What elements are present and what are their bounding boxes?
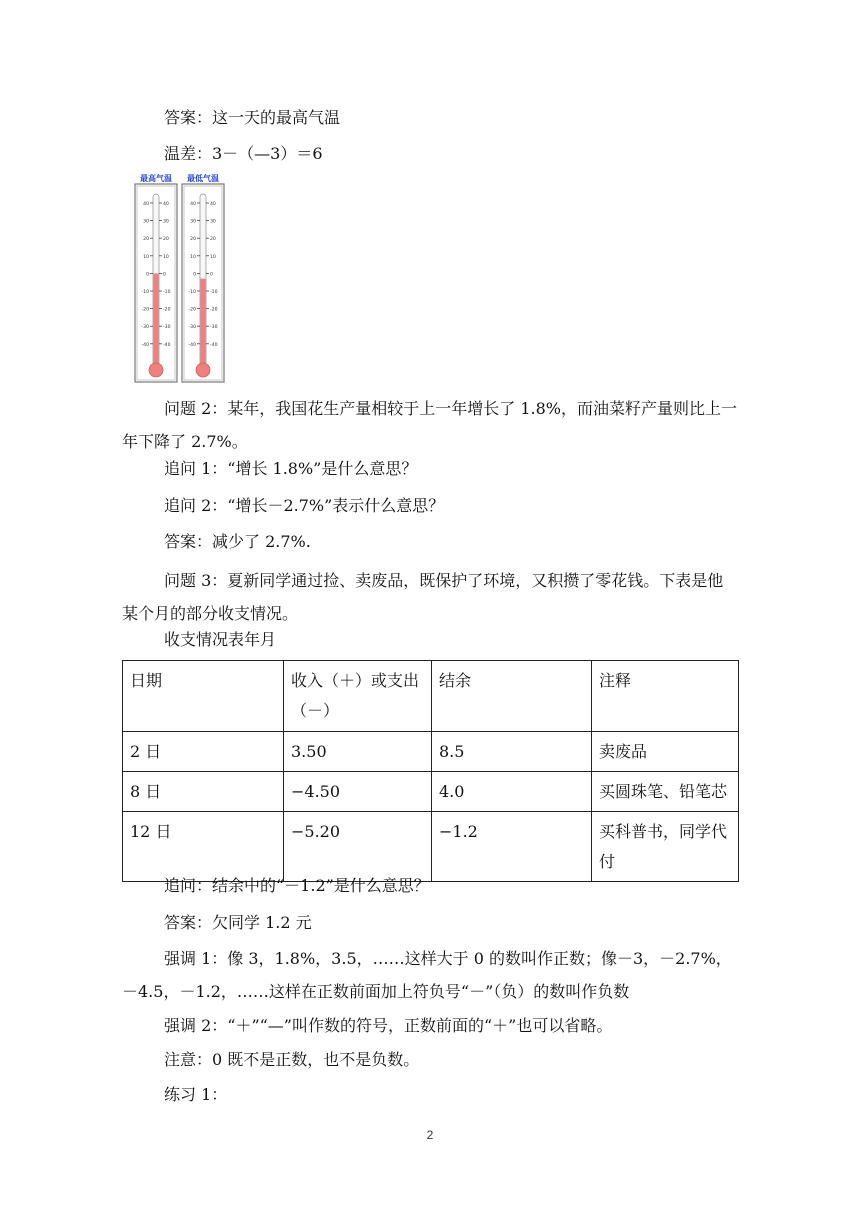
cell-balance: 8.5 [432, 732, 592, 772]
header-amount: 收入（＋）或支出（－） [284, 661, 432, 732]
cell-amount: −5.20 [284, 812, 432, 882]
tick-label: -10 [188, 290, 196, 295]
emphasis-2: 强调 2：“＋”“—”叫作数的符号，正数前面的“＋”也可以省略。 [164, 1016, 613, 1035]
tick-label: 30 [163, 219, 169, 225]
thermometer-bulb [196, 363, 210, 377]
answer-line-1: 答案：这一天的最高气温 [164, 108, 341, 127]
table-header-row [123, 661, 739, 732]
tick-label: 30 [143, 219, 149, 225]
header-date: 日期 [123, 661, 284, 732]
table-row [123, 812, 739, 882]
tick-label: -10 [163, 290, 171, 295]
tick-label: 30 [210, 219, 216, 225]
question-3: 问题 3：夏新同学通过捡、卖废品，既保护了环境，又积攒了零花钱。下表是他某个月的部分收支情况。 [122, 571, 724, 623]
tick-label: -20 [210, 307, 218, 313]
tick-label: 20 [163, 237, 169, 243]
tick-label: 40 [163, 202, 169, 207]
cell-balance: 4.0 [432, 772, 592, 812]
follow-up-3: 追问：结余中的“－1.2”是什么意思？ [164, 876, 430, 895]
answer-line-3: 答案：欠同学 1.2 元 [164, 913, 312, 932]
tick-label: 0 [210, 272, 213, 278]
cell-balance: −1.2 [432, 812, 592, 882]
cell-amount: 3.50 [284, 732, 432, 772]
tick-label: -30 [163, 325, 171, 331]
header-note: 注释 [592, 661, 739, 732]
cell-date: 2 日 [123, 732, 284, 772]
tick-label: 10 [163, 254, 169, 260]
tick-label: 10 [190, 254, 196, 260]
thermometer-bulb [149, 363, 163, 377]
emphasis-1: 强调 1：像 3，1.8%，3.5，……这样大于 0 的数叫作正数；像－3，－2.7%，－4.5，－1.2，……这样在正数前面加上符负号“－”（负）的数叫作负数 [122, 949, 732, 1001]
tick-label: -20 [141, 307, 149, 313]
tick-label: 40 [210, 202, 216, 207]
thermometer-liquid [201, 279, 206, 366]
question-2: 问题 2：某年，我国花生产量相较于上一年增长了 1.8%，而油菜籽产量则比上一年下降了 2.7%。 [122, 399, 738, 451]
tick-label: -40 [188, 342, 196, 348]
tick-label: -20 [188, 307, 196, 313]
page-number: 2 [426, 1128, 434, 1142]
thermometer-figure [134, 174, 226, 384]
temperature-difference-line: 温差：3－（—3）＝6 [164, 144, 323, 163]
tick-label: 20 [210, 237, 216, 243]
tick-label: -40 [141, 342, 149, 348]
answer-line-2: 答案：减少了 2.7%. [164, 532, 311, 551]
follow-up-1: 追问 1：“增长 1.8%”是什么意思？ [164, 459, 418, 478]
income-expense-table [122, 660, 739, 882]
tick-label: 20 [190, 237, 196, 243]
follow-up-2: 追问 2：“增长－2.7%”表示什么意思？ [164, 496, 445, 515]
cell-note: 卖废品 [592, 732, 739, 772]
tick-label: -20 [163, 307, 171, 313]
cell-note: 买圆珠笔、铅笔芯 [592, 772, 739, 812]
tick-label: 40 [143, 202, 149, 207]
tick-label: 30 [190, 219, 196, 225]
tick-label: 40 [190, 202, 196, 207]
table-row [123, 772, 739, 812]
tick-label: 10 [143, 254, 149, 260]
high-thermometer [135, 174, 177, 382]
cell-date: 8 日 [123, 772, 284, 812]
tick-label: -30 [210, 325, 218, 331]
tick-label: 0 [146, 272, 149, 278]
table-caption: 收支情况表年月 [164, 630, 277, 649]
tick-label: -40 [163, 342, 171, 348]
tick-label: -10 [141, 290, 149, 295]
tick-label: 0 [193, 272, 196, 278]
thermometer-liquid [154, 273, 159, 366]
tick-label: 20 [143, 237, 149, 243]
note-line: 注意：0 既不是正数，也不是负数。 [164, 1050, 420, 1069]
tick-label: -30 [188, 325, 196, 331]
tick-label: -40 [210, 342, 218, 348]
low-thermometer [182, 174, 224, 382]
table-row [123, 732, 739, 772]
cell-note: 买科普书，同学代付 [592, 812, 739, 882]
tick-label: 10 [210, 254, 216, 260]
tick-label: -10 [210, 290, 218, 295]
header-balance: 结余 [432, 661, 592, 732]
cell-amount: −4.50 [284, 772, 432, 812]
exercise-1-heading: 练习 1： [164, 1085, 228, 1104]
tick-label: 0 [163, 272, 166, 278]
thermometer-title: 最低气温 [187, 174, 219, 183]
thermometer-title: 最高气温 [140, 174, 172, 183]
cell-date: 12 日 [123, 812, 284, 882]
tick-label: -30 [141, 325, 149, 331]
